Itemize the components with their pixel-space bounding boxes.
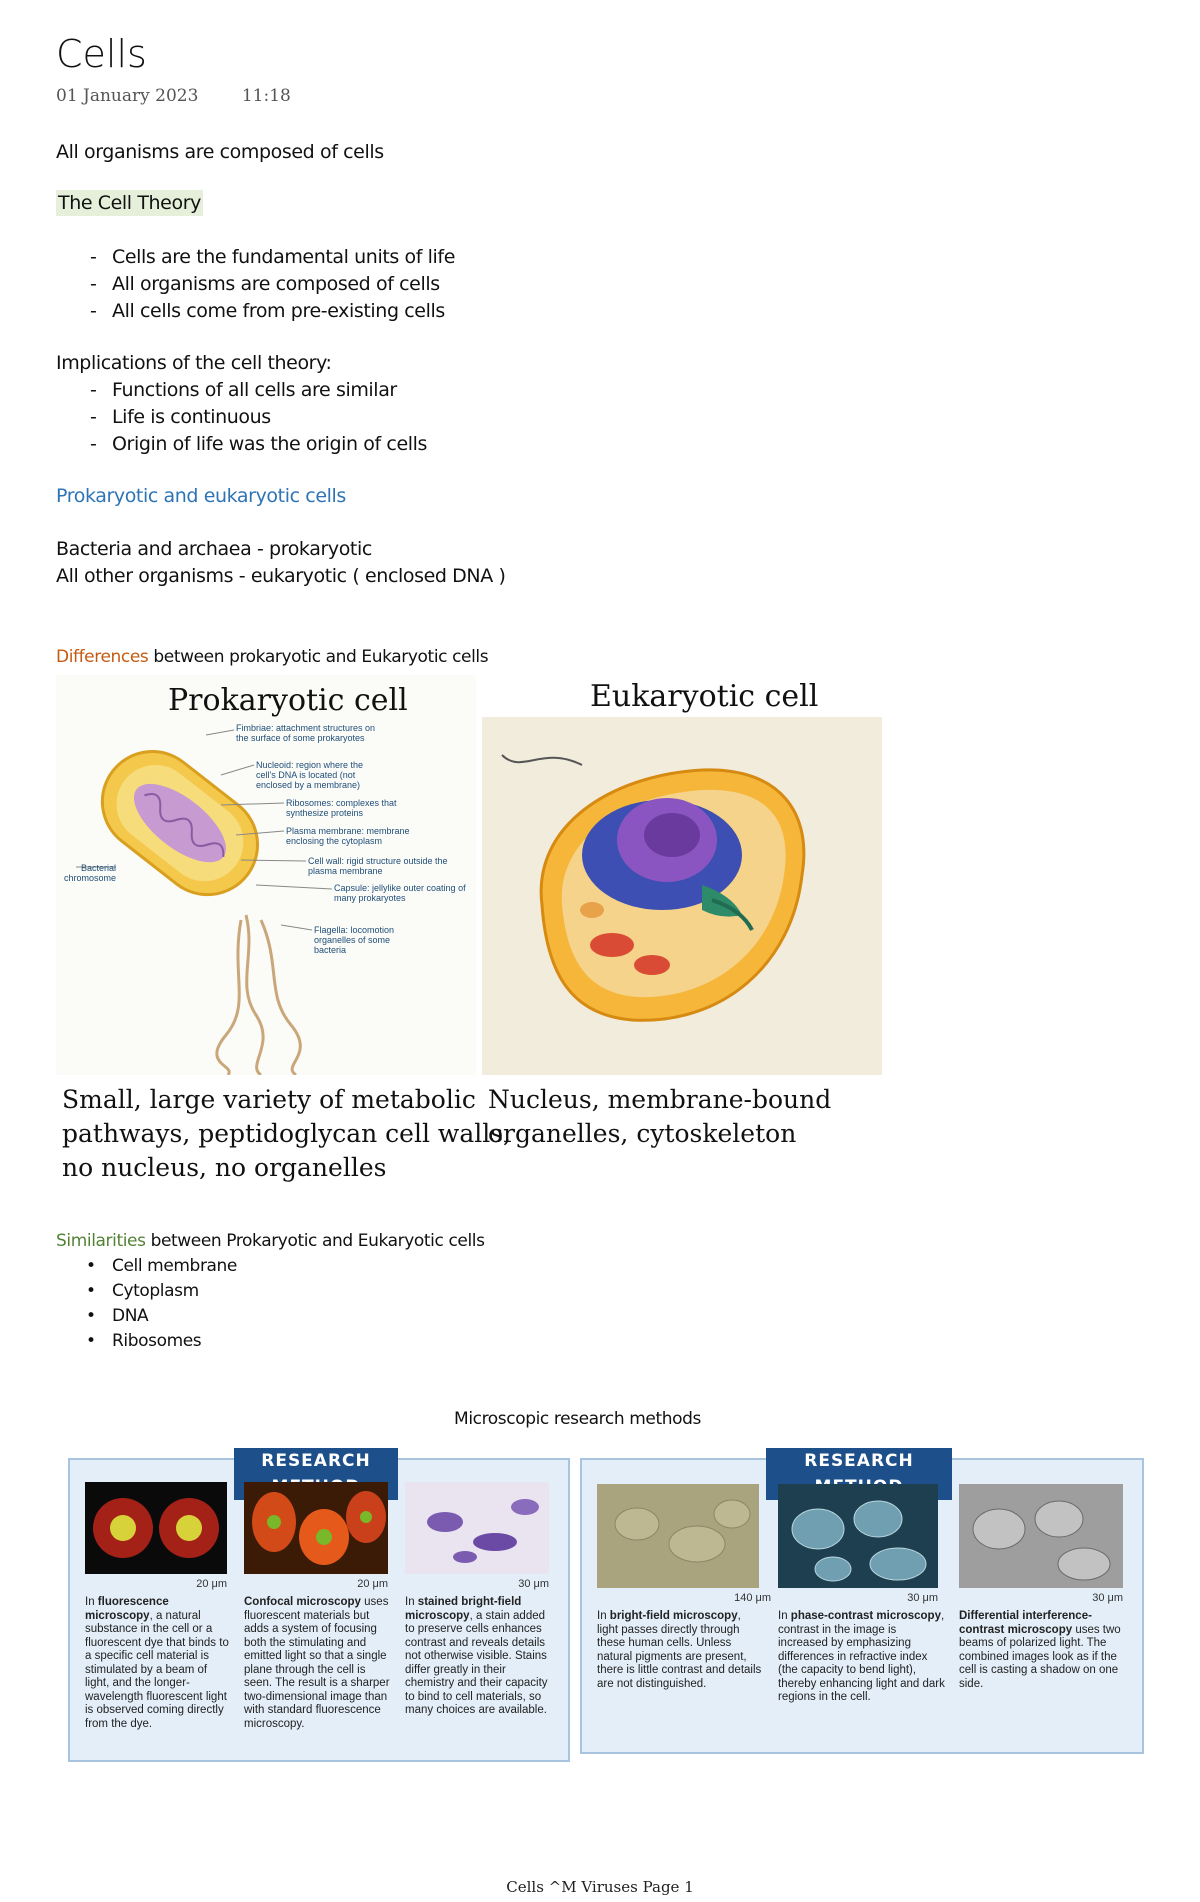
scale-bar: 140 μm	[734, 1592, 771, 1604]
label-cell-wall: Cell wall: rigid structure outside the plasma membrane	[308, 856, 448, 876]
similarities-rest: between Prokaryotic and Eukaryotic cells	[145, 1231, 485, 1251]
eukaryotic-title: Eukaryotic cell	[590, 679, 819, 714]
desc-bold: Confocal microscopy	[244, 1596, 361, 1608]
scale-bar: 20 μm	[357, 1578, 388, 1590]
list-item: • DNA	[56, 1306, 237, 1331]
bright-field-description	[597, 1610, 762, 1691]
prokaryotic-caption	[62, 1083, 511, 1185]
eukaryotic-caption	[488, 1083, 831, 1151]
label-chromosome: Bacterial chromosome	[63, 863, 116, 883]
similarities-highlight: Similarities	[56, 1231, 146, 1251]
fluorescence-description	[85, 1596, 229, 1731]
desc-text: , a stain added to preserve cells enhances contrast and reveals details not otherwise visible. Stains differ greatly in their chemistry and their capacity to bind to cell materials, so many choices are available.	[405, 1609, 548, 1716]
implications-list	[56, 379, 427, 460]
page-meta	[56, 86, 329, 106]
desc-pre: In	[405, 1596, 418, 1608]
prok-euk-heading: Prokaryotic and eukaryotic cells	[56, 485, 346, 507]
prok-caption-line: Small, large variety of metabolic	[62, 1085, 476, 1114]
label-fimbriae: Fimbriae: attachment structures on the surface of some prokaryotes	[236, 723, 376, 743]
differences-highlight: Differences	[56, 647, 149, 667]
confocal-description	[244, 1596, 392, 1731]
label-flagella: Flagella: locomotion organelles of some bacteria	[314, 925, 395, 955]
fluorescence-image	[85, 1482, 227, 1574]
label-capsule: Capsule: jellylike outer coating of many prokaryotes	[334, 883, 466, 903]
stained-description	[405, 1596, 553, 1718]
list-item: • Ribosomes	[56, 1331, 237, 1356]
cell-theory-heading-text: The Cell Theory	[58, 192, 201, 214]
similarities-heading	[56, 1231, 485, 1251]
cell-theory-list	[56, 246, 455, 327]
differences-heading	[56, 647, 488, 667]
flagella-lines	[217, 915, 300, 1075]
dic-image	[959, 1484, 1123, 1588]
label-plasma-membrane: Plasma membrane: membrane enclosing the cytoplasm	[286, 826, 410, 846]
prokaryotic-figure	[56, 675, 476, 1075]
desc-text: uses two beams of polarized light. The combined images look as if the cell is casting a shadow on one side.	[959, 1623, 1121, 1690]
list-item: - Life is continuous	[56, 406, 427, 433]
phase-contrast-image	[778, 1484, 938, 1588]
research-method-header: RESEARCH	[766, 1448, 952, 1500]
prokaryotic-title: Prokaryotic cell	[168, 683, 408, 718]
desc-pre: In	[85, 1596, 98, 1608]
intro-text: All organisms are composed of cells	[56, 141, 384, 163]
desc-text: , a natural substance in the cell or a fluorescent dye that binds to a specific cell material is stimulated by a beam of light, and the longer-wavelength fluorescent light is observed coming directly from the dye.	[85, 1609, 229, 1730]
desc-bold: bright-field microscopy	[609, 1610, 738, 1622]
prok-caption-line: no nucleus, no organelles	[62, 1153, 387, 1182]
label-ribosomes: Ribosomes: complexes that synthesize proteins	[286, 798, 397, 818]
bright-field-image	[597, 1484, 759, 1588]
list-item: - Functions of all cells are similar	[56, 379, 427, 406]
prok-euk-line1: Bacteria and archaea - prokaryotic	[56, 538, 372, 560]
page-title: Cells	[56, 32, 147, 76]
label-nucleoid: Nucleoid: region where the cell's DNA is located (not enclosed by a membrane)	[256, 760, 364, 790]
page-date: 01 January 2023	[56, 86, 199, 106]
desc-pre: In	[778, 1610, 791, 1622]
list-item: • Cytoplasm	[56, 1281, 237, 1306]
prok-euk-line2: All other organisms - eukaryotic ( enclosed DNA )	[56, 565, 506, 587]
methods-heading: Microscopic research methods	[454, 1409, 701, 1429]
differences-rest: between prokaryotic and Eukaryotic cells	[148, 647, 489, 667]
page-time: 11:18	[241, 86, 291, 106]
list-item: - Cells are the fundamental units of life	[56, 246, 455, 273]
desc-bold: Differential interference-contrast microscopy	[959, 1610, 1092, 1636]
research-method-panel-left	[68, 1451, 570, 1762]
desc-bold: phase-contrast microscopy	[790, 1610, 941, 1622]
phase-contrast-description	[778, 1610, 946, 1705]
dic-description	[959, 1610, 1127, 1691]
research-method-panel-right	[580, 1451, 1144, 1754]
desc-text: , light passes directly through these human cells. Unless natural pigments are present, there is little contrast and details are not distinguished.	[597, 1610, 762, 1690]
scale-bar: 30 μm	[1092, 1592, 1123, 1604]
scale-bar: 20 μm	[196, 1578, 227, 1590]
bright-field-stained-image	[405, 1482, 549, 1574]
similarities-list	[56, 1256, 237, 1356]
desc-pre: In	[597, 1610, 610, 1622]
list-item: • Cell membrane	[56, 1256, 237, 1281]
prok-caption-line: pathways, peptidoglycan cell walls,	[62, 1119, 511, 1148]
eukaryotic-figure	[482, 675, 882, 1075]
cell-theory-heading	[56, 192, 203, 214]
list-item: - All cells come from pre-existing cells	[56, 300, 455, 327]
scale-bar: 30 μm	[907, 1592, 938, 1604]
page-footer: Cells ^M Viruses Page 1	[506, 1878, 694, 1896]
desc-text: uses fluorescent materials but adds a system of focusing both the stimulating and emitted light so that a single plane through the cell is seen. The result is a sharper two-dimensional image than with standard fluorescence microscopy.	[244, 1596, 390, 1730]
research-method-header: RESEARCH	[234, 1448, 398, 1500]
desc-bold: stained bright-field microscopy	[405, 1596, 522, 1622]
implications-heading: Implications of the cell theory:	[56, 352, 332, 374]
euk-caption-line: organelles, cytoskeleton	[488, 1119, 797, 1148]
scale-bar: 30 μm	[518, 1578, 549, 1590]
euk-caption-line: Nucleus, membrane-bound	[488, 1085, 832, 1114]
confocal-image	[244, 1482, 388, 1574]
desc-bold: fluorescence microscopy	[85, 1596, 169, 1622]
desc-text: , contrast in the image is increased by emphasizing differences in refractive index (the capacity to bend light), thereby enhancing light and dark regions in the cell.	[778, 1610, 945, 1703]
eukaryotic-diagram	[482, 675, 882, 1075]
list-item: - All organisms are composed of cells	[56, 273, 455, 300]
list-item: - Origin of life was the origin of cells	[56, 433, 427, 460]
